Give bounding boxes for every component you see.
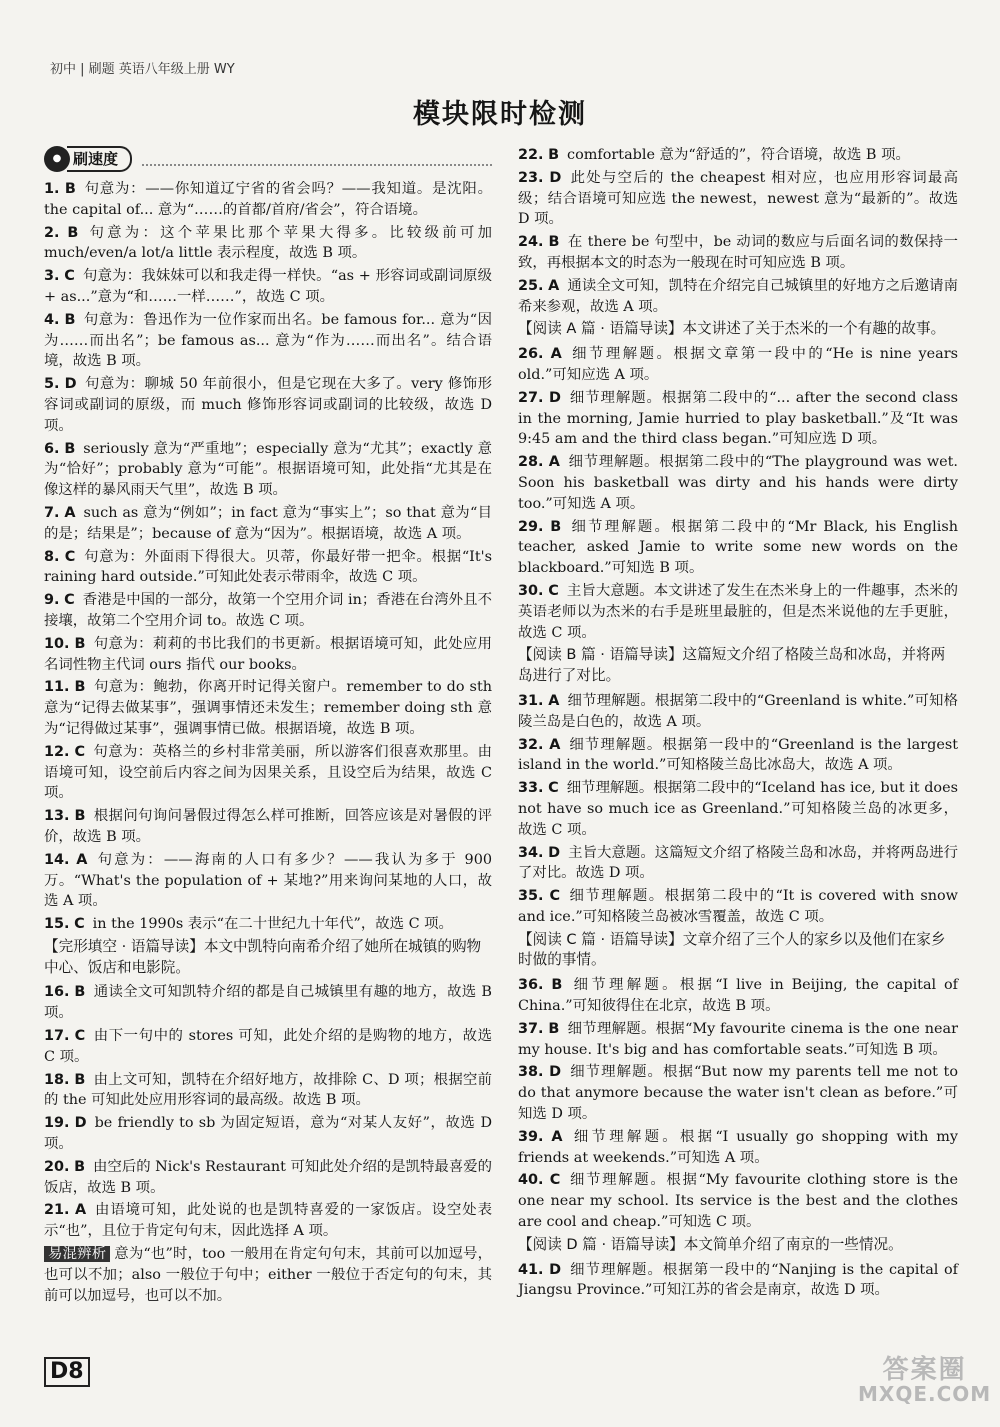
explanation-text: 句意为：莉莉的书比我们的书更新。根据语境可知，此处应用名词性物主代词 ours 指代 our books。 [44,635,492,673]
question-number: 21. [44,1202,70,1219]
answer-item [44,1244,492,1306]
answer-letter: C [74,916,85,933]
answer-letter: C [64,592,75,609]
explanation-text: 细节理解题。根据“I usually go shopping with my friends at weekends.”可知选 A 项。 [518,1128,958,1166]
watermark [858,1355,992,1406]
explanation-text: 句意为：聊城 50 年前很小，但是它现在大多了。very 修饰形容词或副词的原级，而 much 修饰形容词或副词的比较级，故选 D 项。 [44,376,492,434]
answer-item [518,1062,958,1124]
answer-letter: C [74,1028,86,1045]
right-answer-list [518,145,958,1301]
question-number: 35. [518,888,544,905]
question-number: 17. [44,1028,70,1045]
explanation-text: 句意为：外面雨下得很大。贝蒂，你最好带一把伞。根据“It's raining hard outside.”可知此处表示带雨伞，故选 C 项。 [44,548,492,586]
page-number: D8 [44,1357,90,1387]
question-number: 1. [44,181,60,197]
answer-letter: B [74,679,86,696]
answer-item [44,503,492,545]
explanation-text: 句意为：这个苹果比那个苹果大得多。比较级前可加 much/even/a lot/a little 表示程度，故选 B 项。 [44,224,492,262]
question-number: 22. [518,147,544,163]
explanation-text: in the 1990s 表示“在二十世纪九十年代”，故选 C 项。 [92,916,453,933]
explanation-text: 主旨大意题。这篇短文介绍了格陵兰岛和冰岛，并将两岛进行了对比。故选 D 项。 [518,844,958,882]
right-column [518,145,958,1303]
answer-item [518,168,958,230]
question-number: 34. [518,844,544,861]
explanation-text: 句意为：鲁迅作为一位作家而出名。be famous for... 意为“因为……而出名”；be famous as... 意为“作为……而出名”。结合语境，故选 B 项。 [44,311,492,370]
answer-letter: B [74,984,86,1001]
answer-item [518,517,958,579]
answer-letter: C [549,888,561,905]
answer-letter: B [74,1071,86,1088]
explanation-text: comfortable 意为“舒适的”，符合语境，故选 B 项。 [567,147,910,163]
question-number: 37. [518,1020,544,1037]
answer-item [518,1170,958,1232]
question-number: 26. [518,346,544,363]
passage-guide: 【阅读 A 篇 · 语篇导读】本文讲述了关于杰米的一个有趣的故事。 [518,320,946,338]
answer-item [44,374,492,436]
explanation-text: 根据问句询问暑假过得怎么样可推断，回答应该是对暑假的评价，故选 B 项。 [44,808,492,845]
explanation-text: 由上文可知，凯特在介绍好地方，故排除 C、D 项；根据空前的 the 可知此处应用形容词的最高级。故选 B 项。 [44,1071,493,1109]
explanation-text: 此处与空后的 the cheapest 相对应，也应用形容词最高级；结合语境可知应选 the newest，newest 意为“最新的”。故选 D 项。 [518,169,958,228]
note-tag: 易混辨析 [44,1246,110,1262]
answer-letter: B [548,147,560,163]
question-number: 20. [44,1158,70,1175]
question-number: 36. [518,977,544,994]
passage-guide: 【阅读 D 篇 · 语篇导读】本文简单介绍了南京的一些情况。 [518,1235,903,1253]
question-number: 11. [44,679,70,696]
answer-letter: B [64,181,76,197]
answer-item [518,975,958,1017]
explanation-text: 句意为：——海南的人口有多少？——我认为多于 900 万。“What's the population of + 某地?”用来询问某地的人口，故选 A 项。 [44,851,493,910]
answer-item [518,581,958,643]
answer-letter: D [548,844,561,861]
question-number: 39. [518,1128,544,1145]
explanation-text: 细节理解题。根据“I live in Beijing, the capital of China.”可知彼得住在北京，故选 B 项。 [518,977,959,1015]
explanation-text: be friendly to sb 为固定短语，意为“对某人友好”，故选 D 项。 [44,1115,493,1153]
question-number: 14. [44,851,70,868]
answer-letter: C [548,582,559,599]
answer-item [518,778,958,840]
answer-item [44,1026,492,1068]
explanation-text: 主旨大意题。本文讲述了发生在杰米身上的一件趣事，杰米的英语老师以为杰米的右手是班里最脏的，但是杰米说他的左手更脏，故选 C 项。 [518,582,958,641]
answer-letter: B [551,977,563,994]
watermark-line2: MXQE.COM [858,1382,992,1406]
answer-item [44,223,492,265]
passage-guide: 【阅读 B 篇 · 语篇导读】这篇短文介绍了格陵兰岛和冰岛，并将两岛进行了对比。 [518,646,946,685]
answer-letter: A [75,1202,87,1219]
question-number: 15. [44,916,70,933]
answer-letter: D [549,169,562,186]
answer-item [44,677,492,739]
answer-letter: A [550,346,562,363]
answer-letter: D [549,1261,562,1278]
answer-item [518,843,958,885]
explanation-text: 句意为：鲍勃，你离开时记得关窗户。remember to do sth 意为“记得去做某事”，强调事情还未发生；remember doing sth 意为“记得做过某事”，强调事情已做。根据语境，故选 B 项。 [44,679,492,737]
question-number: 3. [44,268,60,285]
answer-letter: B [550,518,562,535]
explanation-text: 细节理解题。根据第二段中的“... after the second class in the morning, Jamie hurried to play basketball.”及“It was 9:45 am and the third class began.”可知应选 D 项。 [518,389,958,448]
question-number: 16. [44,984,70,1001]
answer-letter: B [548,1020,560,1037]
explanation-text: 由空后的 Nick's Restaurant 可知此处介绍的是凯特最喜爱的饭店，故选 B 项。 [44,1158,492,1196]
answer-item [518,232,958,274]
answer-item [44,310,492,372]
answer-letter: A [549,736,561,753]
question-number: 29. [518,518,544,535]
explanation-text: 细节理解题。根据第二段中的“Greenland is white.”可知格陵兰岛是白色的，故选 A 项。 [518,692,958,730]
answer-letter: A [548,692,560,709]
answer-letter: C [548,780,559,797]
answer-item [44,439,492,501]
explanation-text: 细节理解题。根据“But now my parents tell me not to do that anymore because the water isn't clean as before.”可知选 D 项。 [518,1064,958,1123]
answer-letter: A [76,851,88,868]
answer-item [44,1113,492,1155]
question-number: 28. [518,454,544,471]
answer-item [44,590,492,632]
explanation-text: 句意为：——你知道辽宁省的省会吗？——我知道。是沈阳。the capital of... 意为“……的首都/首府/省会”，符合语境。 [44,181,492,218]
answer-item [518,691,958,733]
question-number: 32. [518,736,544,753]
answer-item [44,742,492,804]
answer-item [44,914,492,935]
answer-letter: D [74,1115,87,1132]
answer-letter: D [64,376,77,393]
left-column [44,145,492,1308]
question-number: 30. [518,582,544,599]
book-header: 初中 | 刷题 英语八年级上册 WY [50,62,235,77]
answer-item [44,806,492,848]
explanation-text: 细节理解题。根据第二段中的“The playground was wet. Soon his basketball was dirty and his hands were dirty too.”可知选 A 项。 [518,454,959,512]
answer-item [44,1070,492,1112]
answer-letter: A [64,504,76,521]
question-number: 38. [518,1064,544,1081]
explanation-text: 细节理解题。根据第一段中的“Nanjing is the capital of Jiangsu Province.”可知江苏的省会是南京，故选 D 项。 [518,1261,959,1299]
answer-letter: C [549,1172,561,1189]
question-number: 40. [518,1172,544,1189]
explanation-text: 意为“也”时，too 一般用在肯定句句末，其前可以加逗号，也可以不加；also 一般位于句中；either 一般位于否定句的句末，其前可以加逗号，也可以不加。 [44,1246,492,1304]
answer-item [44,179,492,221]
badge-divider [142,152,492,166]
answer-item [518,276,958,318]
question-number: 9. [44,592,60,609]
passage-guide: 【完形填空 · 语篇导读】本文中凯特向南希介绍了她所在城镇的购物中心、饭店和电影院。 [44,937,482,976]
left-answer-list [44,179,492,1306]
explanation-text: 由语境可知，此处说的也是凯特喜爱的一家饭店。设空处表示“也”，且位于肯定句句末，因此选择 A 项。 [44,1202,492,1240]
question-number: 19. [44,1115,70,1132]
question-number: 33. [518,780,544,797]
answer-item [44,1200,492,1242]
watermark-line1: 答案圈 [882,1355,967,1385]
explanation-text: 在 there be 句型中，be 动词的数应与后面名词的数保持一致，再根据本文的时态为一般现在时可知应选 B 项。 [518,234,959,271]
answer-item [44,1157,492,1199]
answer-item [518,886,958,928]
badge-icon: ● [44,146,70,172]
answer-letter: C [74,743,86,760]
explanation-text: 细节理解题。根据第二段中的“It is covered with snow and ice.”可知格陵兰岛被冰雪覆盖，故选 C 项。 [518,888,958,925]
answer-letter: B [64,311,76,328]
answer-letter: B [64,440,76,457]
explanation-text: 香港是中国的一部分，故第一个空用介词 in；香港在台湾外且不接壤，故第二个空用介词 to。故选 C 项。 [44,592,493,629]
answer-letter: A [551,1128,563,1145]
passage-guide: 【阅读 C 篇 · 语篇导读】文章介绍了三个人的家乡以及他们在家乡时做的事情。 [518,930,946,969]
answer-item [44,634,492,676]
explanation-text: seriously 意为“严重地”；especially 意为“尤其”；exactly 意为“恰好”；probably 意为“可能”。根据语境可知，此处指“尤其是在像这样的暴风雨天气里”，故选 B 项。 [44,440,493,499]
explanation-text: such as 意为“例如”；in fact 意为“事实上”；so that 意为“目的是；结果是”；because of 意为“因为”。根据语境，故选 A 项。 [44,504,493,542]
answer-item [44,982,492,1024]
explanation-text: 句意为：我妹妹可以和我走得一样快。“as + 形容词或副词原级 + as...”意为“和……一样……”，故选 C 项。 [44,268,493,305]
badge-label: 刷速度 [67,146,132,173]
answer-item [518,145,958,166]
explanation-text: 细节理解题。根据“My favourite clothing store is the one near my school. Its service is the best and the clothes are cool and cheap.”可知选 C 项。 [518,1172,959,1231]
answer-item [518,735,958,777]
answer-item [518,388,958,450]
explanation-text: 通读全文可知，凯特在介绍完自己城镇里的好地方之后邀请南希来参观，故选 A 项。 [518,277,958,315]
question-number: 25. [518,277,544,294]
question-number: 13. [44,808,70,825]
explanation-text: 由下一句中的 stores 可知，此处介绍的是购物的地方，故选 C 项。 [44,1028,492,1065]
answer-item [44,547,492,589]
question-number: 5. [44,376,60,393]
explanation-text: 细节理解题。根据文章第一段中的“He is nine years old.”可知应选 A 项。 [518,346,959,383]
question-number: 10. [44,635,70,652]
answer-item [518,1019,958,1061]
explanation-text: 通读全文可知凯特介绍的都是自己城镇里有趣的地方，故选 B 项。 [44,984,493,1022]
answer-item [44,850,492,912]
answer-item [44,266,492,308]
answer-item [518,344,958,386]
question-number: 6. [44,440,60,457]
answer-letter: C [64,268,75,285]
answer-letter: B [548,234,560,251]
answer-item [518,1260,958,1302]
answer-letter: A [548,454,560,471]
answer-letter: B [67,224,79,241]
answer-letter: B [74,808,86,825]
question-number: 8. [44,548,60,565]
question-number: 7. [44,504,60,521]
question-number: 23. [518,169,544,186]
answer-letter: C [64,548,76,565]
answer-item [518,452,958,514]
question-number: 27. [518,389,544,406]
section-badge [44,145,492,173]
question-number: 4. [44,311,60,328]
question-number: 12. [44,743,70,760]
answer-letter: A [548,277,560,294]
question-number: 24. [518,234,544,251]
answer-letter: B [74,635,86,652]
question-number: 2. [44,224,60,241]
page-title: 模块限时检测 [413,99,587,130]
question-number: 41. [518,1261,544,1278]
answer-letter: D [549,1064,562,1081]
explanation-text: 句意为：英格兰的乡村非常美丽，所以游客们很喜欢那里。由语境可知，设空前后内容之间为因果关系，且设空后为结果，故选 C 项。 [44,743,492,802]
answer-letter: B [74,1158,86,1175]
answer-item [518,1127,958,1169]
question-number: 18. [44,1071,70,1088]
question-number: 31. [518,692,544,709]
explanation-text: 细节理解题。根据第二段中的“Iceland has ice, but it does not have so much ice as Greenland.”可知格陵兰岛的冰更多，故选 C 项。 [518,780,958,838]
answer-letter: D [549,389,561,406]
explanation-text: 细节理解题。根据“My favourite cinema is the one near my house. It's big and has comfortable seats.”可知选 B 项。 [518,1020,958,1058]
explanation-text: 细节理解题。根据第二段中的“Mr Black, his English teacher, asked Jamie to write some new words on the blackboard.”可知选 B 项。 [518,518,958,577]
explanation-text: 细节理解题。根据第一段中的“Greenland is the largest island in the world.”可知格陵兰岛比冰岛大，故选 A 项。 [518,736,959,774]
